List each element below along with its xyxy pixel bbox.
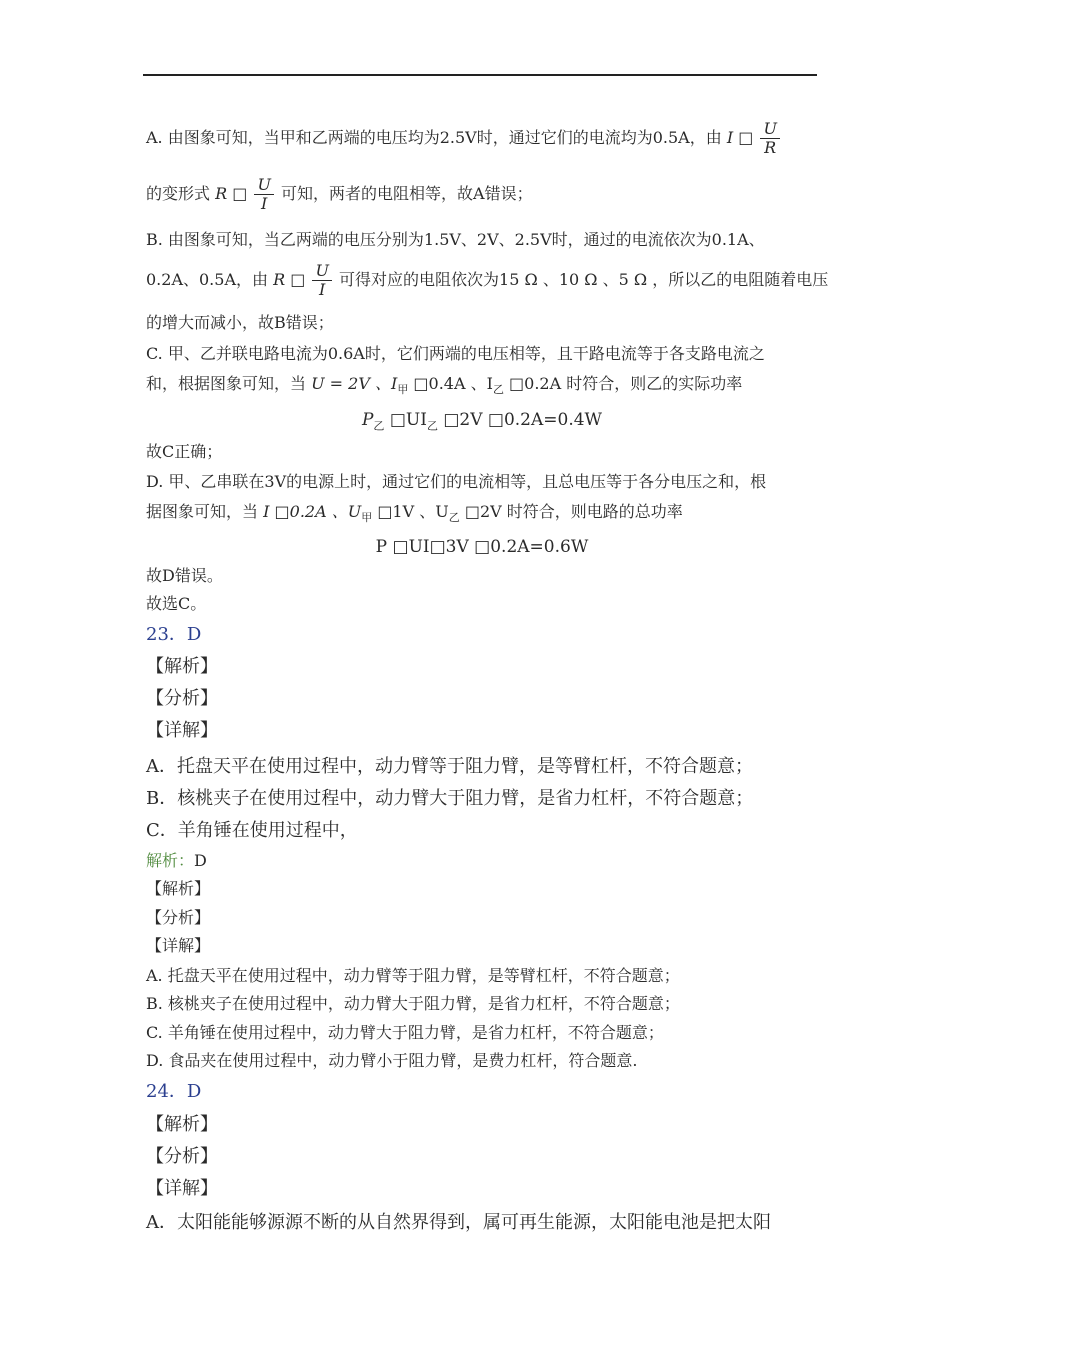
q23-option-d-2: D. 食品夹在使用过程中，动力臂小于阻力臂，是费力杠杆，符合题意. — [146, 1051, 638, 1070]
text: 和，根据图象可知，当 — [146, 374, 307, 393]
denominator: I — [312, 280, 331, 299]
q23-option-c-2: C. 羊角锤在使用过程中，动力臂大于阻力臂，是省力杠杆，不符合题意； — [146, 1023, 664, 1042]
q22-option-c-equation — [0, 410, 964, 436]
analysis-label: 解析： — [146, 851, 195, 870]
subscript: 乙 — [426, 419, 438, 433]
q22-option-c-line2 — [146, 374, 742, 400]
q23-option-b-2: B. 核桃夹子在使用过程中，动力臂大于阻力臂，是省力杠杆，不符合题意； — [146, 994, 680, 1013]
formula: □1V 、U — [377, 502, 449, 521]
q23-option-c: C．羊角锤在使用过程中， — [146, 820, 358, 841]
fraction-u-over-r — [760, 120, 779, 157]
q23-fenxi-heading: 【分析】 — [146, 688, 218, 709]
q22-option-a-line2 — [146, 176, 533, 213]
q22-option-d-equation: P □UI□3V □0.2A=0.6W — [375, 537, 589, 557]
q22-option-d-line2 — [146, 502, 683, 528]
q23-number: 23．D — [146, 624, 202, 645]
text: 可得对应的电阻依次为15 Ω 、10 Ω 、5 Ω ，所以乙的电阻随着电压 — [339, 270, 829, 289]
text: A. 由图象可知，当甲和乙两端的电压均为2.5V时，通过它们的电流均为0.5A，由 — [146, 128, 722, 147]
q23-fenxi-heading-2: 【分析】 — [146, 908, 211, 927]
q22-option-c-line1: C. 甲、乙并联电路电流为0.6A时，它们两端的电压相等，且干路电流等于各支路电流之 — [146, 344, 765, 363]
formula: I □0.2A 、U — [263, 502, 362, 521]
q23-jiexi-heading: 【解析】 — [146, 656, 218, 677]
formula: P — [361, 410, 374, 430]
analysis-answer: D — [194, 851, 207, 870]
formula: U = 2V 、I — [311, 374, 398, 393]
q23-option-a-2: A. 托盘天平在使用过程中，动力臂等于阻力臂，是等臂杠杆，不符合题意； — [146, 966, 680, 985]
q22-option-d-conclusion: 故D错误。 — [146, 566, 223, 585]
q24-jiexi-heading: 【解析】 — [146, 1114, 218, 1135]
text: 的变形式 — [146, 184, 211, 203]
formula: I □ — [726, 128, 754, 147]
fraction-u-over-i — [312, 262, 331, 299]
denominator: I — [254, 194, 273, 213]
q22-option-d-line1: D. 甲、乙串联在3V的电源上时，通过它们的电流相等，且总电压等于各分电压之和，根 — [146, 472, 767, 491]
header-rule — [143, 74, 817, 76]
numerator: U — [763, 119, 777, 138]
subscript: 乙 — [492, 383, 504, 397]
q24-fenxi-heading: 【分析】 — [146, 1146, 218, 1167]
q22-option-c-conclusion: 故C正确； — [146, 442, 223, 461]
q24-option-a: A．太阳能能够源源不断的从自然界得到，属可再生能源，太阳能电池是把太阳 — [146, 1212, 771, 1233]
q24-number: 24．D — [146, 1081, 202, 1102]
fraction-u-over-i — [254, 176, 273, 213]
q23-option-a: A．托盘天平在使用过程中，动力臂等于阻力臂，是等臂杠杆，不符合题意； — [146, 756, 753, 777]
denominator: R — [760, 138, 779, 157]
subscript: 乙 — [448, 511, 460, 525]
text: □2V 时符合，则电路的总功率 — [464, 502, 683, 521]
q22-option-a-line1 — [146, 120, 782, 157]
text: 可知，两者的电阻相等，故A错误； — [281, 184, 533, 203]
subscript: 甲 — [361, 511, 373, 525]
q22-final-choice: 故选C。 — [146, 594, 207, 613]
formula: R □ — [215, 184, 248, 203]
q23-xiangjie-heading-2: 【详解】 — [146, 936, 211, 955]
numerator: U — [315, 261, 329, 280]
formula: R □ — [273, 270, 306, 289]
q23-option-b: B．核桃夹子在使用过程中，动力臂大于阻力臂，是省力杠杆，不符合题意； — [146, 788, 754, 809]
q23-xiangjie-heading: 【详解】 — [146, 720, 218, 741]
q23-jiexi-heading-2: 【解析】 — [146, 879, 211, 898]
q22-option-b-line3: 的增大而减小，故B错误； — [146, 313, 334, 332]
numerator: U — [257, 175, 271, 194]
text: 0.2A、0.5A，由 — [146, 270, 269, 289]
text: □0.2A 时符合，则乙的实际功率 — [509, 374, 743, 393]
q22-option-b-line2 — [146, 262, 828, 299]
formula: □2V □0.2A=0.4W — [443, 410, 603, 430]
q23-analysis-line — [146, 851, 207, 871]
text: 据图象可知，当 — [146, 502, 259, 521]
q22-option-b-line1: B. 由图象可知，当乙两端的电压分别为1.5V、2V、2.5V时，通过的电流依次为0.1A、 — [146, 230, 765, 249]
formula: □0.4A 、I — [413, 374, 493, 393]
subscript: 乙 — [373, 419, 385, 433]
q24-xiangjie-heading: 【详解】 — [146, 1178, 218, 1199]
formula: □UI — [389, 410, 427, 430]
subscript: 甲 — [397, 383, 409, 397]
